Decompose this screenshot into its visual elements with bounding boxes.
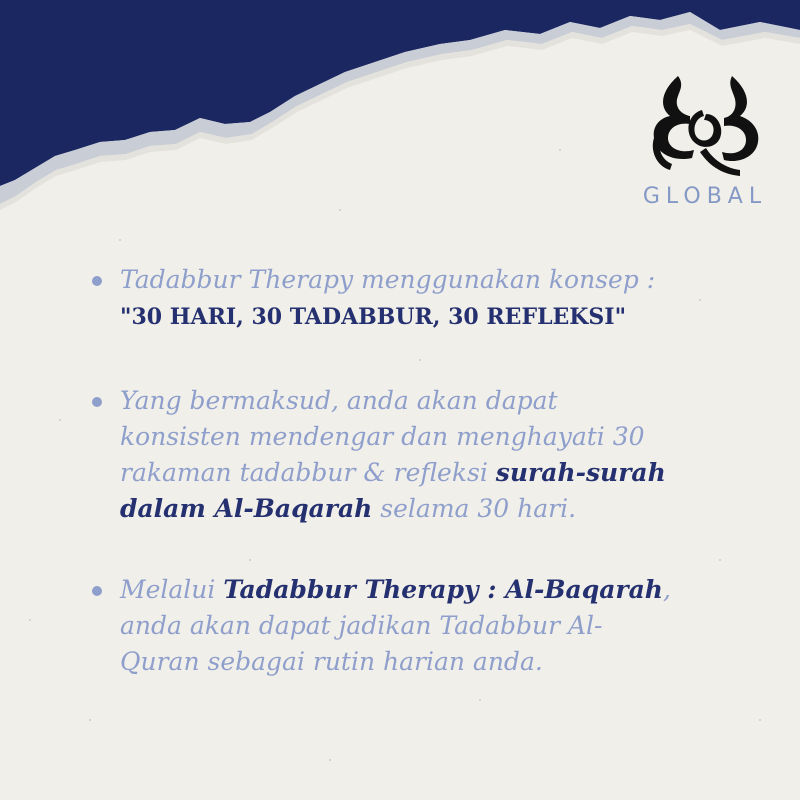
bullet-text: , anda akan dapat jadikan Tadabbur Al-Quran sebagai rutin harian anda. <box>120 575 671 676</box>
bullet-dot-icon <box>92 397 102 407</box>
bullet-text: Yang bermaksud, anda akan dapat konsisten mendengar dan menghayati 30 rakaman tadabbur & refleksi <box>120 386 645 487</box>
bullet-item-routine <box>92 572 672 680</box>
highlight-text: surah-surah dalam Al-Baqarah <box>120 458 666 523</box>
bullet-text: selama 30 hari. <box>372 494 577 523</box>
concept-quote: "30 HARI, 30 TADABBUR, 30 REFLEKSI" <box>120 304 627 330</box>
highlight-text: Tadabbur Therapy : Al-Baqarah <box>223 575 663 604</box>
bullet-item-meaning <box>92 383 672 527</box>
bullet-text: Melalui <box>120 575 224 604</box>
eq-calligraphy-icon <box>640 70 770 182</box>
bullet-dot-icon <box>92 276 102 286</box>
bullet-intro-text: Tadabbur Therapy menggunakan konsep : <box>120 265 656 294</box>
logo-text: GLOBAL <box>642 184 768 209</box>
bullet-item-concept <box>92 262 655 335</box>
bullet-dot-icon <box>92 586 102 596</box>
eq-global-logo <box>640 70 770 220</box>
